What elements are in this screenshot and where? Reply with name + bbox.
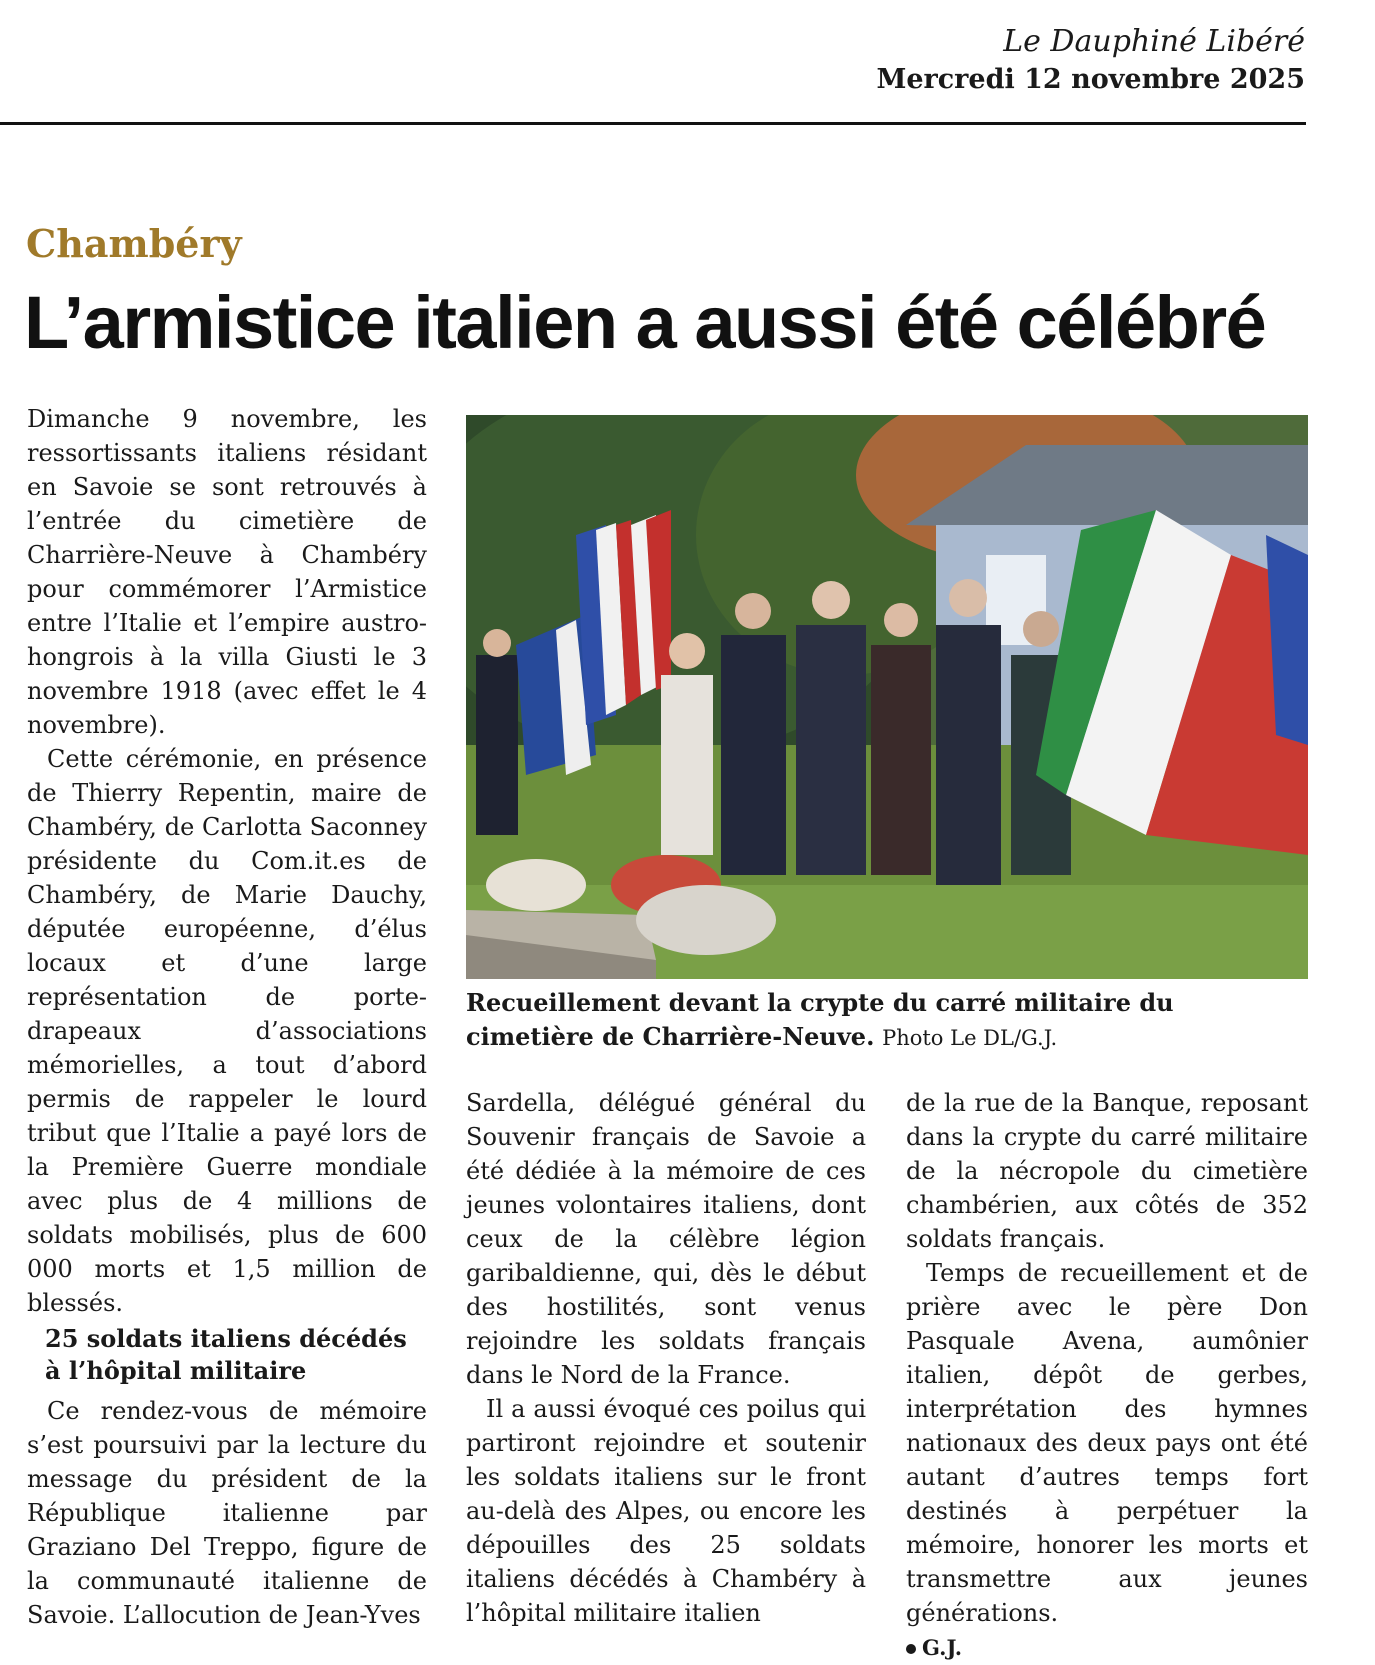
- paragraph: Cette cérémonie, en présence de Thierry Repentin, maire de Chambéry, de Carlotta Saconney présidente du Com.it.es de Chambéry, de Marie Dauchy, députée européenne, d’élus locaux et d’une large représentation de porte-drapeaux d’associations mémorielles, a tout d’abord permis de rappeler le lourd tribut que l’Italie a payé lors de la Première Guerre mondiale avec plus de 4 millions de soldats mobilisés, plus de 600 000 morts et 1,5 million de blessés.: [27, 745, 427, 1317]
- article-column-3: [906, 1086, 1308, 1665]
- photo-caption: [466, 986, 1308, 1055]
- article-column-2: [466, 1086, 866, 1630]
- paragraph: Il a aussi évoqué ces poilus qui partiront rejoindre et soutenir les soldats italiens sur le front au-delà des Alpes, ou encore les dépouilles des 25 soldats italiens décédés à Chambéry à l’hôpital militaire italien: [466, 1395, 866, 1627]
- article-headline: L’armistice italien a aussi été célébré: [24, 281, 1266, 364]
- paragraph: Sardella, délégué général du Souvenir français de Savoie a été dédiée à la mémoire de ces jeunes volontaires italiens, dont ceux de la célèbre légion garibaldienne, qui, dès le début des hostilités, sont venus rejoindre les soldats français dans le Nord de la France.: [466, 1089, 866, 1389]
- article-photo: [466, 415, 1308, 979]
- author-signature-line: [906, 1630, 1308, 1665]
- masthead: [876, 22, 1305, 98]
- bullet-icon: [906, 1644, 916, 1654]
- caption-text: Recueillement devant la crypte du carré militaire du cimetière de Charrière-Neuve.: [466, 988, 1174, 1051]
- paragraph: de la rue de la Banque, reposant dans la crypte du carré militaire de la nécropole du cimetière chambérien, aux côtés de 352 soldats français.: [906, 1089, 1308, 1253]
- photo-credit: Photo Le DL/G.J.: [882, 1026, 1058, 1050]
- paragraph: Temps de recueillement et de prière avec le père Don Pasquale Avena, aumônier italien, dépôt de gerbes, interprétation des hymnes nationaux des deux pays ont été autant d’autres temps fort destinés à perpétuer la mémoire, honorer les morts et transmettre aux jeunes générations.: [906, 1259, 1308, 1627]
- article-column-1: [27, 402, 427, 1320]
- paragraph: Ce rendez-vous de mémoire s’est poursuivi par la lecture du message du président de la République italienne par Graziano Del Treppo, figure de la communauté italienne de Savoie. L’allocution de Jean-Yves: [27, 1397, 427, 1629]
- author-signature: G.J.: [922, 1635, 963, 1660]
- publication-date: Mercredi 12 novembre 2025: [876, 64, 1305, 95]
- article-subhead: 25 soldats italiens décédés à l’hôpital militaire: [45, 1324, 407, 1385]
- masthead-rule: [0, 122, 1306, 125]
- article-column-1-continued: [27, 1394, 427, 1632]
- article-kicker: Chambéry: [26, 221, 242, 266]
- newspaper-name: Le Dauphiné Libéré: [1003, 24, 1305, 59]
- paragraph: Dimanche 9 novembre, les ressortissants italiens résidant en Savoie se sont retrouvés à l’entrée du cimetière de Charrière-Neuve à Chambéry pour commémorer l’Armistice entre l’Italie et l’empire austro-hongrois à la villa Giusti le 3 novembre 1918 (avec effet le 4 novembre).: [27, 405, 427, 739]
